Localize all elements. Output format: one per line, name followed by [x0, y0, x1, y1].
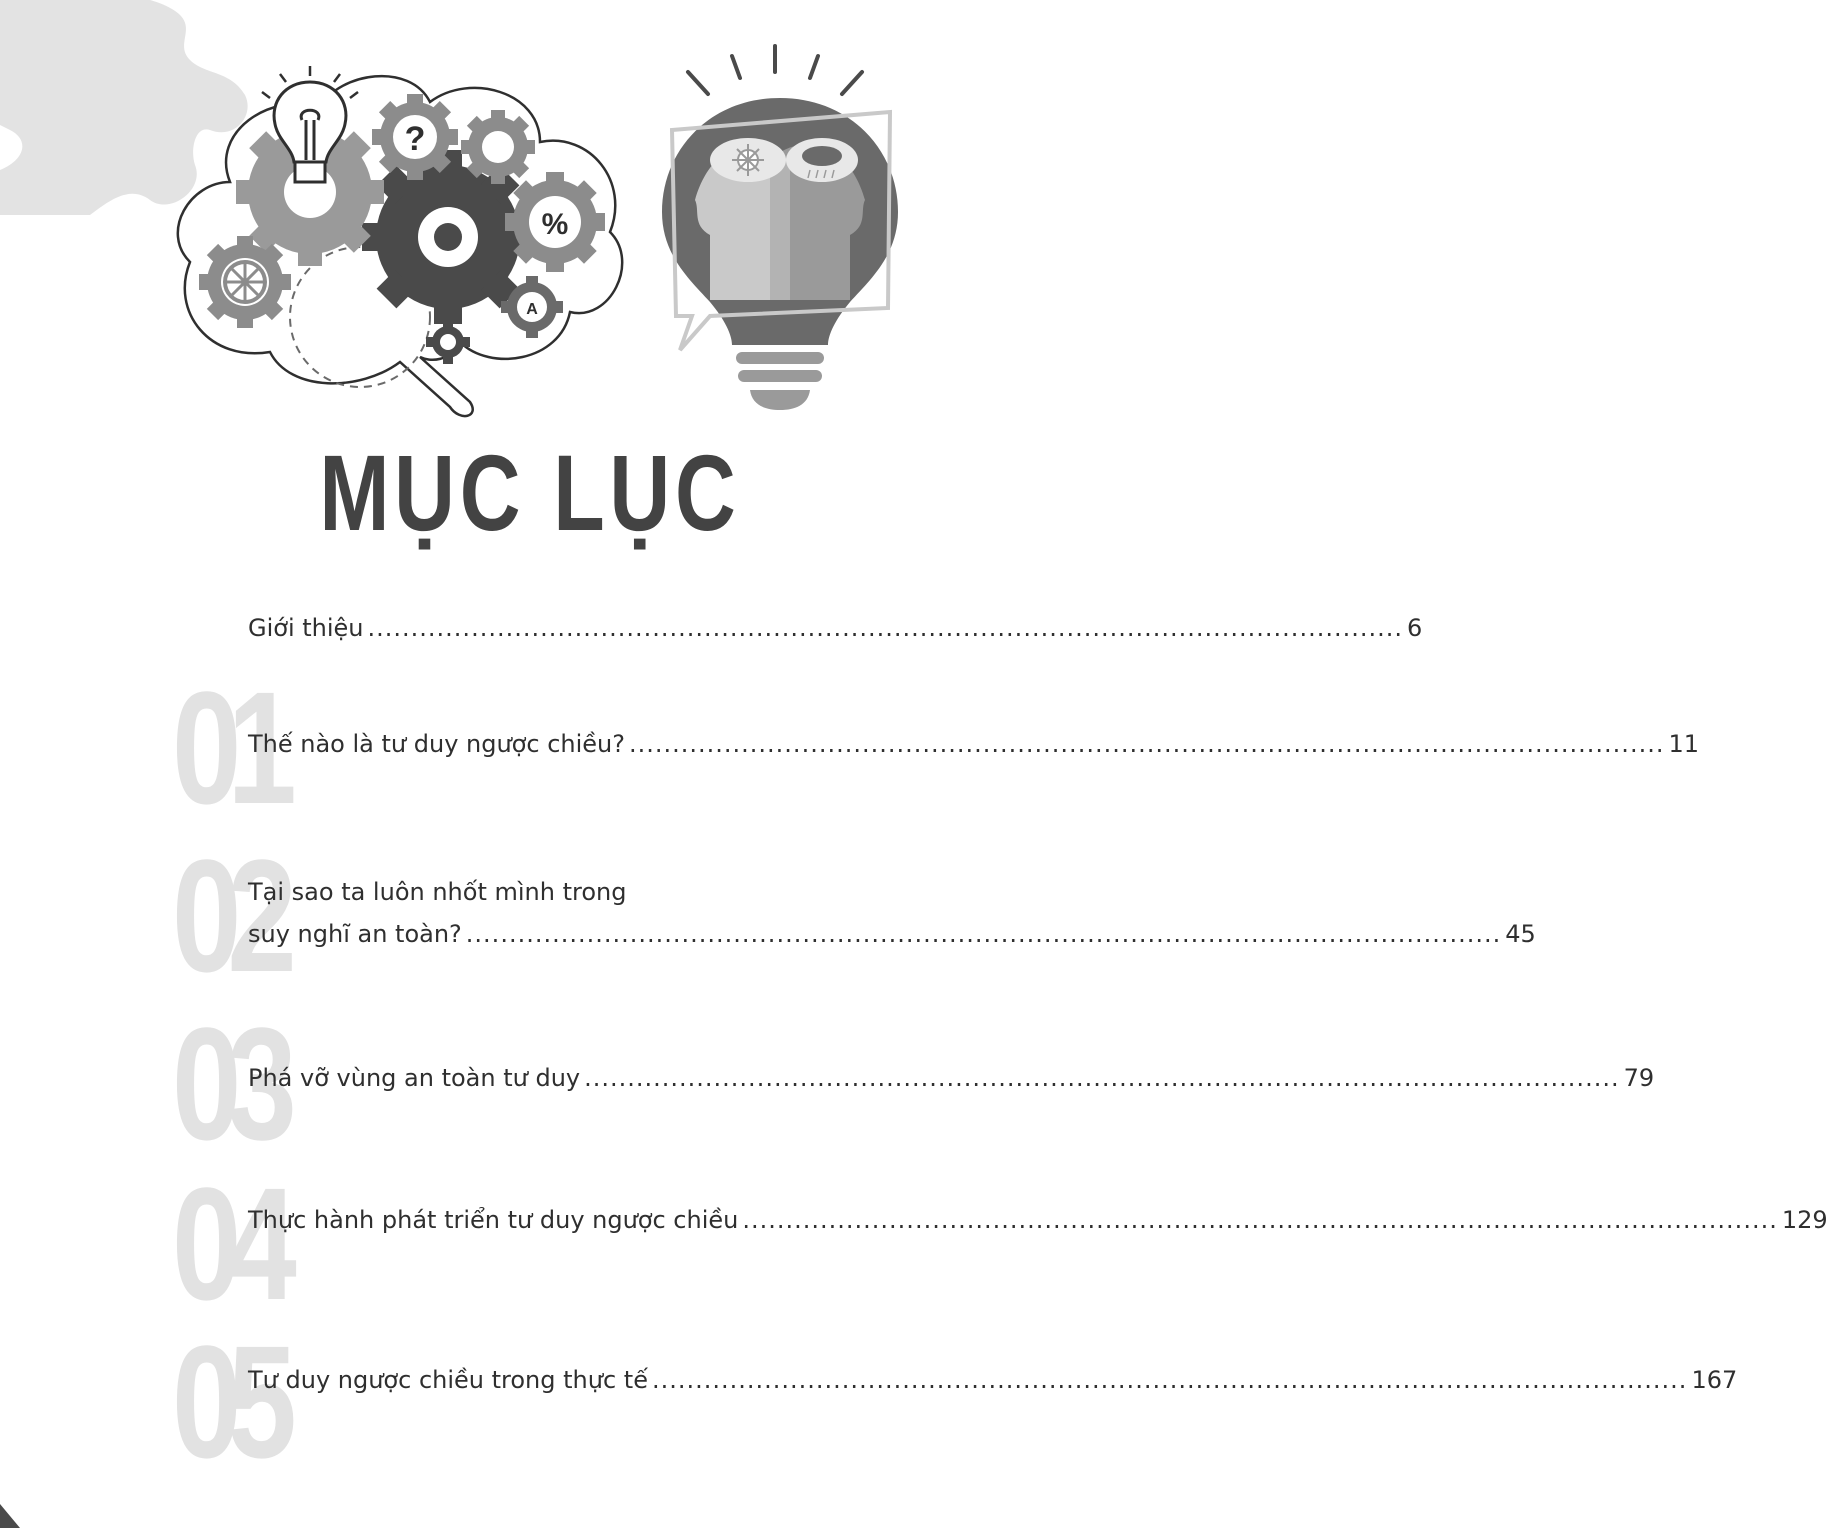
large-gear-icon	[362, 150, 534, 324]
dot-leader: ........................................................................................................................	[628, 730, 1665, 758]
toc-label: Thế nào là tư duy ngược chiều?	[248, 730, 625, 758]
wheel-gear-icon	[199, 236, 291, 328]
dot-leader: ........................................................................................................................	[742, 1206, 1778, 1234]
dot-leader: ........................................................................................................................	[367, 614, 1403, 642]
chapter-number-01: 01	[172, 658, 283, 837]
toc-entry-chapter-4[interactable]	[248, 1206, 1828, 1234]
percent-symbol: %	[541, 208, 569, 241]
toc-entry-chapter-1[interactable]	[248, 730, 1699, 758]
toc-page-number: 11	[1668, 730, 1699, 758]
toc-entry-chapter-5[interactable]	[248, 1366, 1738, 1394]
toc-label: suy nghĩ an toàn?	[248, 920, 462, 948]
toc-label: Phá vỡ vùng an toàn tư duy	[248, 1064, 581, 1092]
corner-triangle-decoration	[0, 1498, 24, 1528]
toc-page-number: 6	[1406, 614, 1423, 642]
toc-entry-chapter-2-line1[interactable]: Tại sao ta luôn nhốt mình trong	[248, 878, 627, 906]
chapter-number-05: 05	[172, 1312, 283, 1491]
toc-entry-chapter-2[interactable]	[248, 920, 1536, 948]
toc-page-number: 167	[1691, 1366, 1738, 1394]
dot-leader: ........................................................................................................................	[584, 1064, 1620, 1092]
toc-label: Tư duy ngược chiều trong thực tế	[248, 1366, 648, 1394]
lightbulb-heads-illustration	[650, 40, 910, 420]
dot-leader: ........................................................................................................................	[465, 920, 1502, 948]
toc-page-number: 45	[1505, 920, 1536, 948]
dot-leader: ........................................................................................................................	[651, 1366, 1688, 1394]
toc-page-number: 79	[1623, 1064, 1655, 1092]
small-gear-icon	[461, 110, 535, 184]
page-title: MỤC LỤC	[319, 432, 741, 553]
chapter-number-04: 04	[172, 1154, 283, 1333]
brain-gears-illustration	[170, 62, 640, 432]
percent-gear-icon	[505, 172, 605, 272]
chapter-number-02: 02	[172, 826, 283, 1005]
question-gear-icon	[372, 94, 458, 180]
toc-page-number: 129	[1781, 1206, 1828, 1234]
letter-symbol: A	[526, 301, 538, 318]
toc-entry-chapter-3[interactable]	[248, 1064, 1655, 1092]
chapter-number-03: 03	[172, 994, 283, 1173]
toc-label: Giới thiệu	[248, 614, 364, 642]
toc-entry-intro[interactable]	[248, 614, 1423, 642]
question-symbol: ?	[404, 120, 426, 158]
toc-label: Thực hành phát triển tư duy ngược chiều	[248, 1206, 739, 1234]
